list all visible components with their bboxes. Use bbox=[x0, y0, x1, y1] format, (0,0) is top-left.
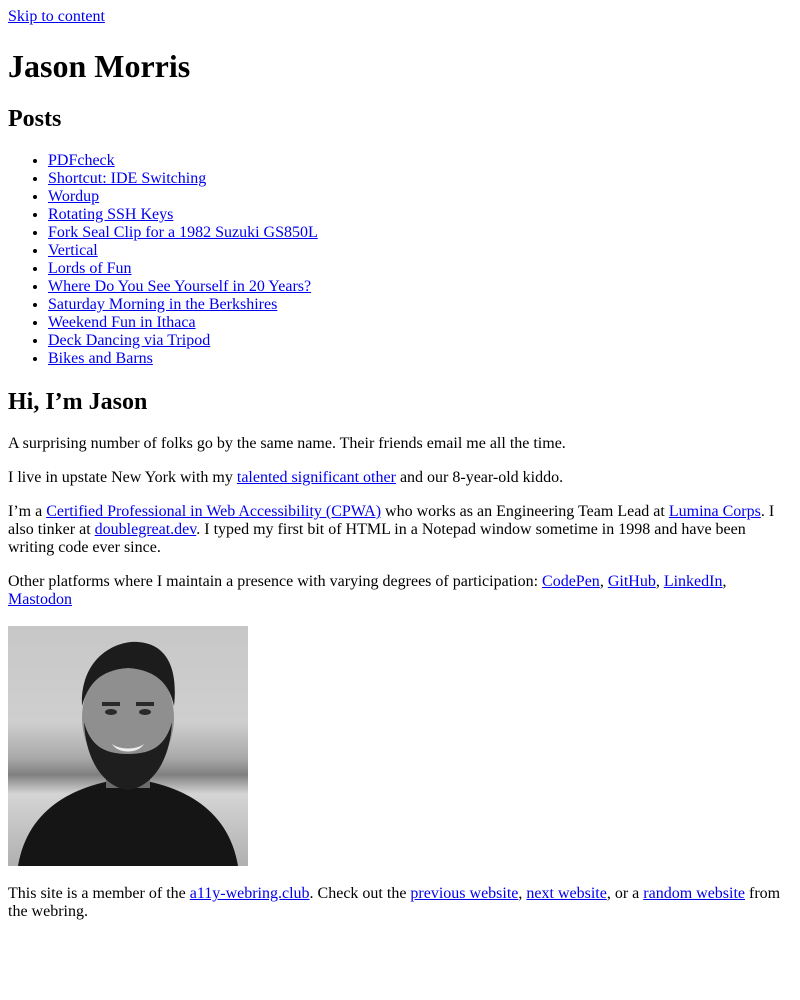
text: This site is a member of the bbox=[8, 885, 190, 902]
text: . I typed my first bit of HTML in a Notepad window sometime in 1998 and have been writing code ever since. bbox=[8, 521, 746, 556]
text: , or a bbox=[606, 885, 644, 902]
list-item bbox=[48, 296, 318, 314]
text: who works as an Engineering Team Lead at bbox=[381, 503, 669, 520]
list-item bbox=[48, 314, 318, 332]
post-link[interactable]: Where Do You See Yourself in 20 Years? bbox=[48, 278, 312, 295]
intro-paragraph: A surprising number of folks go by the same name. Their friends email me all the time. bbox=[8, 435, 566, 452]
github-link[interactable]: GitHub bbox=[607, 573, 656, 590]
doublegreat-link[interactable]: doublegreat.dev bbox=[94, 521, 197, 538]
post-link[interactable]: Rotating SSH Keys bbox=[48, 206, 174, 223]
post-link[interactable]: Wordup bbox=[48, 188, 100, 205]
work-paragraph bbox=[8, 503, 792, 557]
next-website-link[interactable]: next website bbox=[526, 885, 607, 902]
text: I live in upstate New York with my bbox=[8, 469, 237, 486]
text: . Check out the bbox=[309, 885, 411, 902]
webring-club-link[interactable]: a11y-webring.club bbox=[189, 885, 310, 902]
list-item bbox=[48, 242, 318, 260]
cpwa-link[interactable]: Certified Professional in Web Accessibility (CPWA) bbox=[46, 503, 382, 520]
post-link[interactable]: Deck Dancing via Tripod bbox=[48, 332, 211, 349]
about-heading: Hi, I’m Jason bbox=[8, 389, 148, 415]
codepen-link[interactable]: CodePen bbox=[542, 573, 600, 590]
text: I’m a bbox=[8, 503, 47, 520]
post-link[interactable]: Vertical bbox=[48, 242, 98, 259]
post-link[interactable]: Weekend Fun in Ithaca bbox=[48, 314, 196, 331]
posts-list bbox=[8, 152, 318, 368]
site-title: Jason Morris bbox=[8, 48, 191, 84]
list-item bbox=[48, 152, 318, 170]
post-link[interactable]: Saturday Morning in the Berkshires bbox=[48, 296, 278, 313]
linkedin-link[interactable]: LinkedIn bbox=[663, 573, 723, 590]
list-item bbox=[48, 188, 318, 206]
post-link[interactable]: Bikes and Barns bbox=[48, 350, 153, 367]
post-link[interactable]: PDFcheck bbox=[48, 152, 115, 169]
webring-paragraph bbox=[8, 885, 792, 921]
mastodon-link[interactable]: Mastodon bbox=[8, 591, 72, 608]
skip-to-content-link[interactable]: Skip to content bbox=[8, 8, 105, 25]
text: , bbox=[518, 885, 527, 902]
list-item bbox=[48, 332, 318, 350]
text: Other platforms where I maintain a presence with varying degrees of participation: bbox=[8, 573, 543, 590]
post-link[interactable]: Shortcut: IDE Switching bbox=[48, 170, 207, 187]
list-item bbox=[48, 206, 318, 224]
lumina-corps-link[interactable]: Lumina Corps bbox=[668, 503, 761, 520]
home-paragraph bbox=[8, 469, 563, 487]
text: . I also tinker at bbox=[8, 503, 775, 538]
text: and our 8-year-old kiddo. bbox=[395, 469, 564, 486]
list-item bbox=[48, 278, 318, 296]
profile-photo-portrait bbox=[8, 626, 248, 866]
list-item bbox=[48, 224, 318, 242]
post-link[interactable]: Fork Seal Clip for a 1982 Suzuki GS850L bbox=[48, 224, 318, 241]
posts-heading: Posts bbox=[8, 106, 62, 132]
list-item bbox=[48, 260, 318, 278]
list-item bbox=[48, 170, 318, 188]
text: from the webring. bbox=[8, 885, 781, 920]
about-section bbox=[8, 388, 792, 608]
significant-other-link[interactable]: talented significant other bbox=[236, 469, 396, 486]
platforms-paragraph: Other platforms where I maintain a presence with varying degrees of participation: CodePen, GitHub, LinkedIn, Mastodon bbox=[8, 573, 727, 608]
list-item bbox=[48, 350, 318, 368]
random-website-link[interactable]: random website bbox=[643, 885, 746, 902]
profile-photo bbox=[8, 626, 248, 866]
post-link[interactable]: Lords of Fun bbox=[48, 260, 132, 277]
previous-website-link[interactable]: previous website bbox=[410, 885, 519, 902]
